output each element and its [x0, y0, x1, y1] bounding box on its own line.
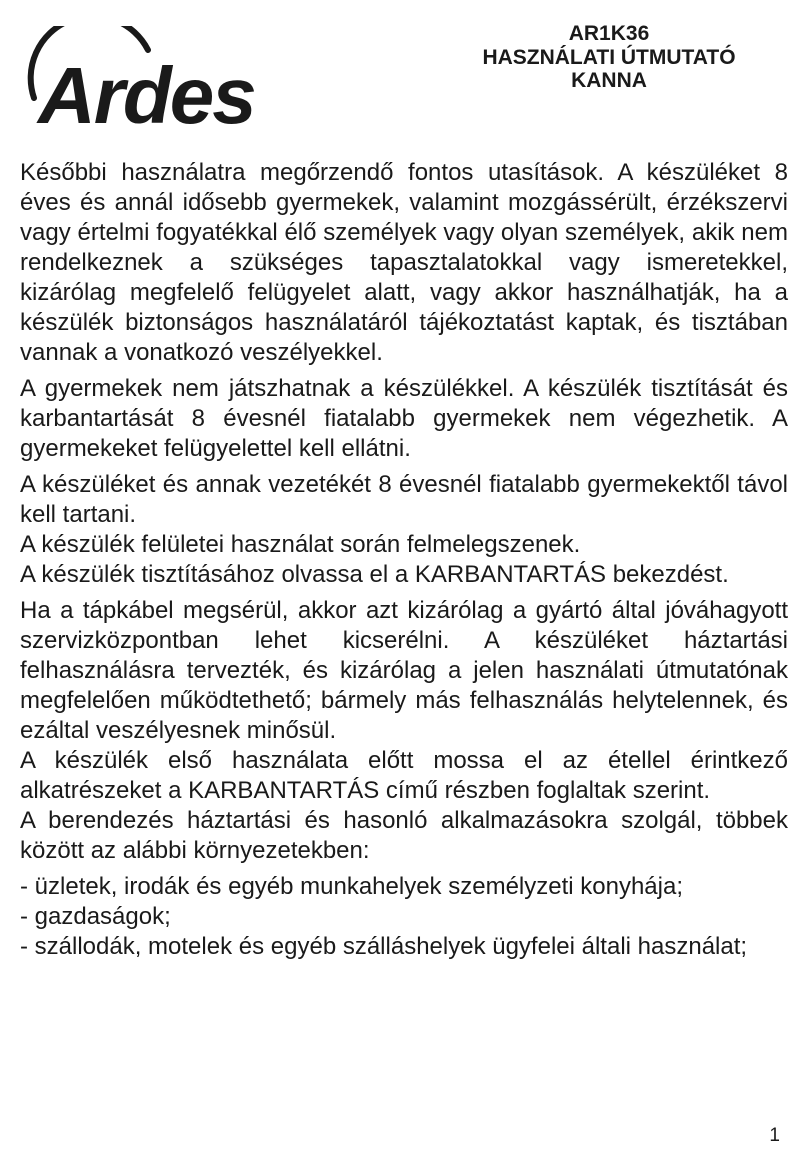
paragraph: A gyermekek nem játszhatnak a készülékkel. A készülék tisztítását és karbantartását 8 évesnél fiatalabb gyermekek nem végezhetik. A gyermekeket felügyelettel kell ellátni. — [20, 375, 788, 462]
list-item: - szállodák, motelek és egyéb szálláshelyek ügyfelei általi használat; — [20, 933, 748, 960]
paragraph: A készülék felületei használat során felmelegszenek. — [20, 531, 581, 558]
paragraph: A készüléket és annak vezetékét 8 évesnél fiatalabb gyermekektől távol kell tartani. — [20, 471, 788, 528]
paragraph: A készülék első használata előtt mossa el az étellel érintkező alkatrészeket a KARBANTARTÁS című részben foglaltak szerint. — [20, 747, 788, 804]
document-header — [444, 22, 774, 93]
paragraph: Későbbi használatra megőrzendő fontos utasítások. A készüléket 8 éves és annál idősebb gyermekek, valamint mozgássérült, érzékszervi vagy értelmi fogyatékkal élő személyek vagy olyan személyek, akik nem rendelkeznek a szükséges tapasztalatokkal vagy ismeretekkel, kizárólag megfelelő felügyelet alatt, vagy akkor használhatják, ha a készülék biztonságos használatáról tájékoztatást kaptak, és tisztában vannak a vonatkozó veszélyekkel. — [20, 159, 788, 366]
product-name: KANNA — [571, 69, 647, 92]
ardes-logo-graphic — [20, 26, 280, 131]
model-number: AR1K36 — [568, 22, 650, 45]
list-item: - üzletek, irodák és egyéb munkahelyek személyzeti konyhája; — [20, 873, 683, 900]
list-item: - gazdaságok; — [20, 903, 171, 930]
manual-title: HASZNÁLATI ÚTMUTATÓ — [482, 45, 736, 69]
paragraph: A berendezés háztartási és hasonló alkalmazásokra szolgál, többek között az alábbi környezetekben: — [20, 807, 788, 864]
ardes-logo — [20, 26, 280, 131]
paragraph: Ha a tápkábel megsérül, akkor azt kizárólag a gyártó által jóváhagyott szervizközpontban lehet kicserélni. A készüléket háztartási felhasználásra tervezték, és kizárólag a jelen használati útmutatónak megfelelően működtethető; bármely más felhasználás helytelennek, és ezáltal veszélyesnek minősül. — [20, 597, 788, 744]
logo-wordmark: Ardes — [38, 51, 255, 131]
page-number: 1 — [769, 1125, 780, 1146]
instructions-body — [20, 158, 788, 962]
paragraph: A készülék tisztításához olvassa el a KARBANTARTÁS bekezdést. — [20, 561, 729, 588]
